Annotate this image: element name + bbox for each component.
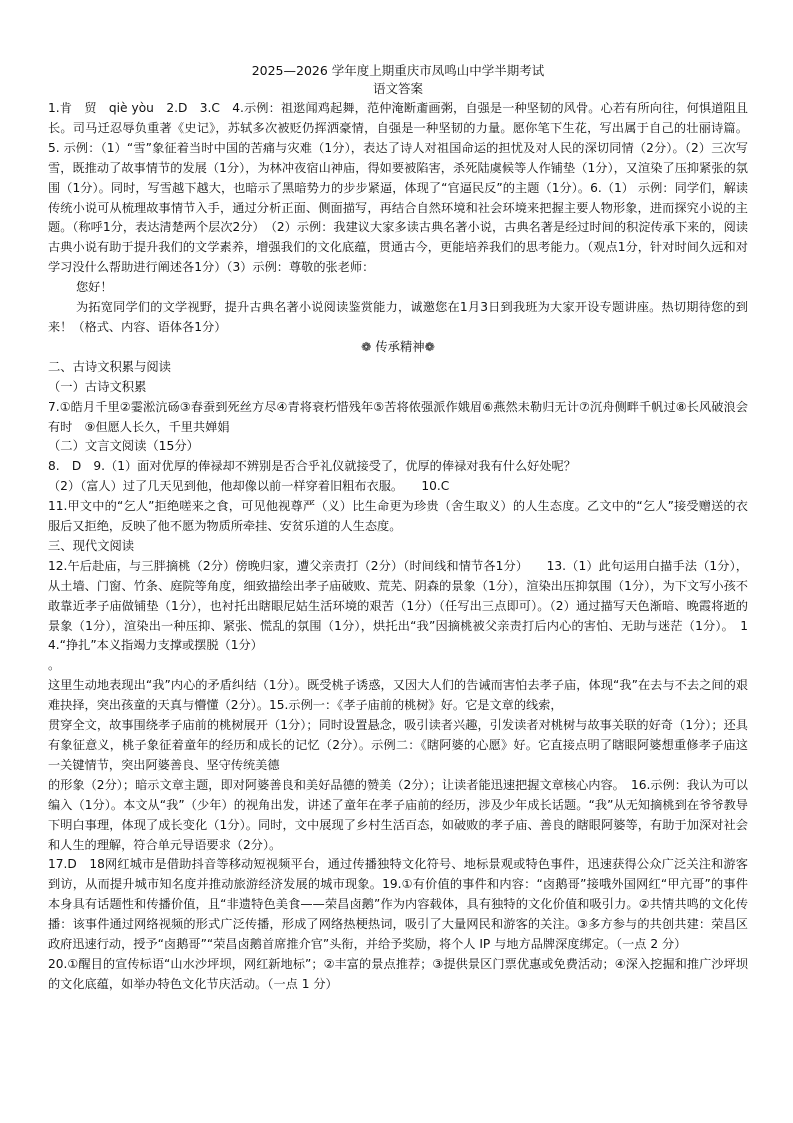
answer-paragraph-7: 7.①皓月千里②霎淞沆砀③春蚕到死丝方尽④青将衰朽惜残年⑤苦将侬强派作娥眉⑥燕然未勒归无计⑦沉舟侧畔千帆过⑧长风破浪会有时 ⑨但愿人长久，千里共婵娟 [48, 399, 748, 434]
document-title: 2025—2026 学年度上期重庆市凤鸣山中学半期考试 [251, 63, 545, 78]
section-banner: ❁ 传承精神❁ [361, 339, 435, 354]
answer-paragraph-20: 20.①醒目的宣传标语“山水沙坪坝，网红新地标”；②丰富的景点推荐；③提供景区门票优惠或免费活动；④深入挖掘和推广沙坪坝的文化底蕴，如举办特色文化节庆活动。（一点 1 分） [48, 956, 748, 991]
answer-paragraph-17-19: 17.D 18网红城市是借助抖音等移动短视频平台，通过传播独特文化符号、地标景观或特色事件，迅速获得公众广泛关注和游客到访，从而提升城市知名度并推动旅游经济发展的城市现象。19.①有价值的事件和内容：“卤鹅哥”接哦外国网红“甲亢哥”的事件本身具有话题性和传播价值，且“非遗特色美食——荣昌卤鹅”作为内容载体，具有独特的文化价值和吸引力。②共情共鸣的文化传播：该事件通过网络视频的形式广泛传播，形成了网络热梗热词，吸引了大量网民和游客的关注。③多方参与的共创共建：荣昌区政府迅速行动，授予“卤鹅哥”“荣昌卤鹅首席推介官”头衔，并给予奖励，将个人 IP 与地方品牌深度绑定。（一点 2 分） [48, 857, 748, 952]
answer-document [48, 62, 748, 995]
answer-paragraph-14-15: 这里生动地表现出“我”内心的矛盾纠结（1分）。既受桃子诱惑，又因大人们的告诫而害怕去孝子庙，体现“我”在去与不去之间的艰难抉择，突出孩童的天真与懵懂（2分）。15.示例一：《孝子庙前的桃树》好。它是文章的线索， [48, 678, 748, 713]
answer-paragraph-15-16: 的形象（2分）；暗示文章主题，即对阿婆善良和美好品德的赞美（2分）；让读者能迅速把握文章核心内容。 16.示例：我认为可以编入（1分）。本文从“我”（少年）的视角出发，讲述了童年在孝子庙前的经历，涉及少年成长话题。“我”从无知摘桃到在爷爷教导下明白事理，体现了成长变化（1分）。同时，文中展现了乡村生活百态，如破败的孝子庙、善良的瞎眼阿婆等，有助于加深对社会和人生的理解，符合单元导语要求（2分）。 [48, 777, 748, 852]
answer-paragraph-15: 贯穿全文，故事围绕孝子庙前的桃树展开（1分）；同时设置悬念，吸引读者兴趣，引发读者对桃树与故事关联的好奇（1分）；还具有象征意义，桃子象征着童年的经历和成长的记忆（2分）。示例二：《瞎阿婆的心愿》好。它直接点明了瞎眼阿婆想重修孝子庙这一关键情节，突出阿婆善良、坚守传统美德 [48, 718, 748, 772]
answer-paragraph-9-10: （2）（富人）过了几天见到他，他却像以前一样穿着旧粗布衣服。 10.C [48, 479, 450, 494]
letter-body: 为拓宽同学们的文学视野，提升古典名著小说阅读鉴赏能力，诚邀您在1月3日到我班为大家开设专题讲座。热切期待您的到来！（格式、内容、语体各1分） [48, 300, 748, 334]
section-heading-3: 三、现代文阅读 [48, 538, 135, 553]
stray-period: 。 [48, 658, 61, 673]
subsection-heading-2b: （二）文言文阅读（15分） [48, 439, 199, 454]
letter-greeting: 您好！ [76, 280, 113, 295]
answer-paragraph-8-9: 8. D 9.（1）面对优厚的俸禄却不辨别是否合乎礼仪就接受了，优厚的俸禄对我有什么好处呢？ [48, 459, 576, 474]
answer-paragraph-1: 1.肯 贸 qiè yòu 2.D 3.C 4.示例：祖逖闻鸡起舞，范仲淹断齑画粥，自强是一种坚韧的风骨。心若有所向往，何惧道阻且长。司马迁忍辱负重著《史记》，苏轼多次被贬仍挥洒豪情，自强是一种坚韧的力量。愿你笔下生花，写出属于自己的壮丽诗篇。5. 示例：（1）“雪”象征着当时中国的苦痛与灾难（1分），表达了诗人对祖国命运的担忧及对人民的深切同情（2分）。（2）三次写雪，既推动了故事情节的发展（1分），为林冲夜宿山神庙，得如要被陷害，杀死陆虞候等人作铺垫（1分），又渲染了压抑紧张的氛围（1分）。同时，写雪越下越大，也暗示了黑暗势力的步步紧逼，体现了“官逼民反”的主题（1分）。6.（1） 示例：同学们，解读传统小说可从梳理故事情节入手，通过分析正面、侧面描写，再结合自然环境和社会环境来把握主要人物形象，进而探究小说的主题。（称呼1分，表达清楚两个层次2分） （2）示例：我建议大家多读古典名著小说，古典名著是经过时间的积淀传承下来的，阅读古典小说有助于提升我们的文学素养，增强我们的文化底蕴，贯通古今，更能培养我们的思考能力。（观点1分，针对时间久远和对学习没什么帮助进行阐述各1分）（3）示例：尊敬的张老师： [48, 101, 748, 275]
answer-paragraph-11: 11.甲文中的“乞人”拒绝嗟来之食，可见他视尊严（义）比生命更为珍贵（舍生取义）的人生态度。乙文中的“乞人”接受赠送的衣服后又拒绝，反映了他不愿为物质所牵挂、安贫乐道的人生态度。 [48, 499, 748, 534]
subsection-heading-2a: （一）古诗文积累 [48, 379, 147, 394]
document-subtitle: 语文答案 [372, 81, 423, 96]
answer-paragraph-12-14: 12.午后赴庙，与三胖摘桃（2分）傍晚归家，遭父亲责打（2分）（时间线和情节各1分） 13.（1）此句运用白描手法（1分），从土墙、门窗、竹条、庭院等角度，细致描绘出孝子庙破败、荒芜、阴森的景象（1分），渲染出压抑氛围（1分），为下文写小孩不敢靠近孝子庙做铺垫（1分），也衬托出瞎眼尼姑生活环境的艰苦（1分）（任写出三点即可）。（2）通过描写天色渐暗、晚霞将逝的景象（1分），渲染出一种压抑、紧张、慌乱的氛围（1分），烘托出“我”因摘桃被父亲责打后内心的害怕、无助与迷茫（1分）。 14.“挣扎”本义指竭力支撑或摆脱（1分） [48, 558, 748, 653]
section-heading-2: 二、古诗文积累与阅读 [48, 359, 171, 374]
